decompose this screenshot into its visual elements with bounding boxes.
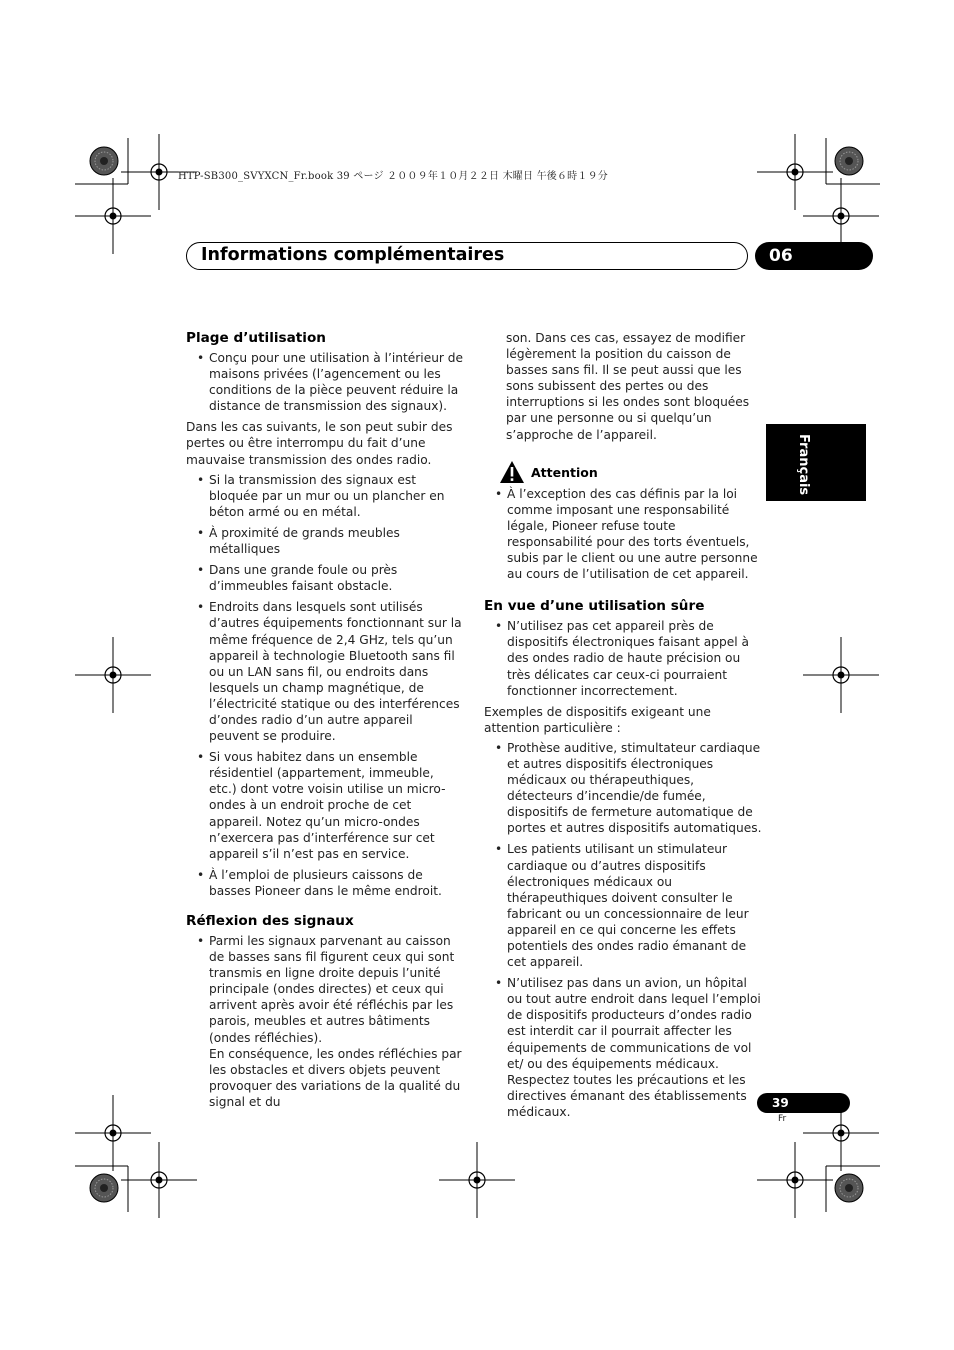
list-item: • Les patients utilisant un stimulateur cardiaque ou d’autres dispositifs électroniques médicaux ou thérapeuthiques doivent consulter le fabricant ou un concessionnaire de leur appareil en ce qui concerne les effets potentiels des ondes radio émanant de cet appareil. xyxy=(484,841,762,970)
attention-heading xyxy=(484,460,762,486)
list-item: • N’utilisez pas cet appareil près de dispositifs électroniques faisant appel à des ondes radio de haute précision ou très délicates car ceux-ci pourraient fonctionner incorrectement. xyxy=(484,618,762,698)
attention-label: Attention xyxy=(531,464,598,480)
list-item: • Si la transmission des signaux est bloquée par un mur ou un plancher en béton armé ou en métal. xyxy=(186,472,464,520)
page-language: Fr xyxy=(778,1114,787,1124)
list-item: • À proximité de grands meubles métalliques xyxy=(186,525,464,557)
language-tab-label: Français xyxy=(796,434,811,496)
list-item: • Parmi les signaux parvenant au caisson de basses sans fil figurent ceux qui sont transmis en ligne droite depuis l’unité principale (ondes directes) et ceux qui arrivent après avoir été réfléchis par les parois, meubles et autres bâtiments (ondes réfléchies). xyxy=(186,933,464,1046)
list-item: • Conçu pour une utilisation à l’intérieur de maisons privées (l’agencement ou les conditions de la pièce peuvent réduire la distance de transmission des signaux). xyxy=(186,350,464,414)
page-number: 39 xyxy=(757,1093,850,1113)
list-item: • Endroits dans lesquels sont utilisés d’autres équipements fonctionnant sur la même fréquence de 2,4 GHz, tels qu’un appareil à technologie Bluetooth sans fil ou un LAN sans fil, ou endroits dans lesquels un champ magnétique, de l’électricité statique ou des interférences d’ondes radio d’un autre appareil peuvent se produire. xyxy=(186,599,464,744)
paragraph-continued: son. Dans ces cas, essayez de modifier légèrement la position du caisson de basses sans fil. Il se peut aussi que les sons subissent des pertes ou des interruptions si les ondes sont bloquées par une personne ou si quelqu’un s’approche de l’appareil. xyxy=(506,331,750,442)
right-column xyxy=(484,330,762,1120)
section-heading-range: Plage d’utilisation xyxy=(186,330,326,346)
chapter-header xyxy=(186,242,748,270)
section-heading-safe-use: En vue d’une utilisation sûre xyxy=(484,598,705,615)
paragraph: Dans les cas suivants, le son peut subir des pertes ou être interrompu du fait d’une mauvaise transmission des ondes radio. xyxy=(186,420,453,467)
left-column xyxy=(186,330,464,1110)
file-header: HTP-SB300_SVYXCN_Fr.book 39 ページ ２００９年１０月２２日 木曜日 午後６時１９分 xyxy=(178,171,608,182)
list-item: • À l’exception des cas définis par la loi comme imposant une responsabilité légale, Pioneer refuse toute responsabilité pour des torts éventuels, subis par le client ou une autre personne au cours de l’utilisation de cet appareil. xyxy=(484,486,762,583)
list-item: • Dans une grande foule ou près d’immeubles faisant obstacle. xyxy=(186,562,464,594)
list-item: • Prothèse auditive, stimultateur cardiaque et autres dispositifs électroniques médicaux ou thérapeuthiques, détecteurs d’incendie/de fumée, dispositifs de fermeture automatique de portes et autres dispositifs automatiques. xyxy=(484,740,762,837)
language-tab xyxy=(766,424,866,501)
warning-icon xyxy=(499,460,525,484)
list-item: • À l’emploi de plusieurs caissons de basses Pioneer dans le même endroit. xyxy=(186,867,464,899)
list-item-continuation: En conséquence, les ondes réfléchies par les obstacles et divers objets peuvent provoquer des variations de la qualité du signal et du xyxy=(209,1046,462,1109)
section-heading-reflection: Réflexion des signaux xyxy=(186,913,354,929)
chapter-number: 06 xyxy=(755,242,873,270)
chapter-title: Informations complémentaires xyxy=(201,245,505,265)
paragraph: Exemples de dispositifs exigeant une attention particulière : xyxy=(484,704,711,735)
list-item: • Si vous habitez dans un ensemble résidentiel (appartement, immeuble, etc.) dont votre voisin utilise un micro-ondes à un endroit proche de cet appareil. Notez qu’un micro-ondes n’exercera pas d’interférence sur cet appareil s’il n’est pas en service. xyxy=(186,749,464,862)
list-item: • N’utilisez pas dans un avion, un hôpital ou tout autre endroit dans lequel l’emploi de dispositifs producteurs d’ondes radio est interdit car il pourrait affecter les équipements de communications de vol et/ ou des équipements médicaux. Respectez toutes les précautions et les directives émanant des établissements médicaux. xyxy=(484,975,762,1120)
